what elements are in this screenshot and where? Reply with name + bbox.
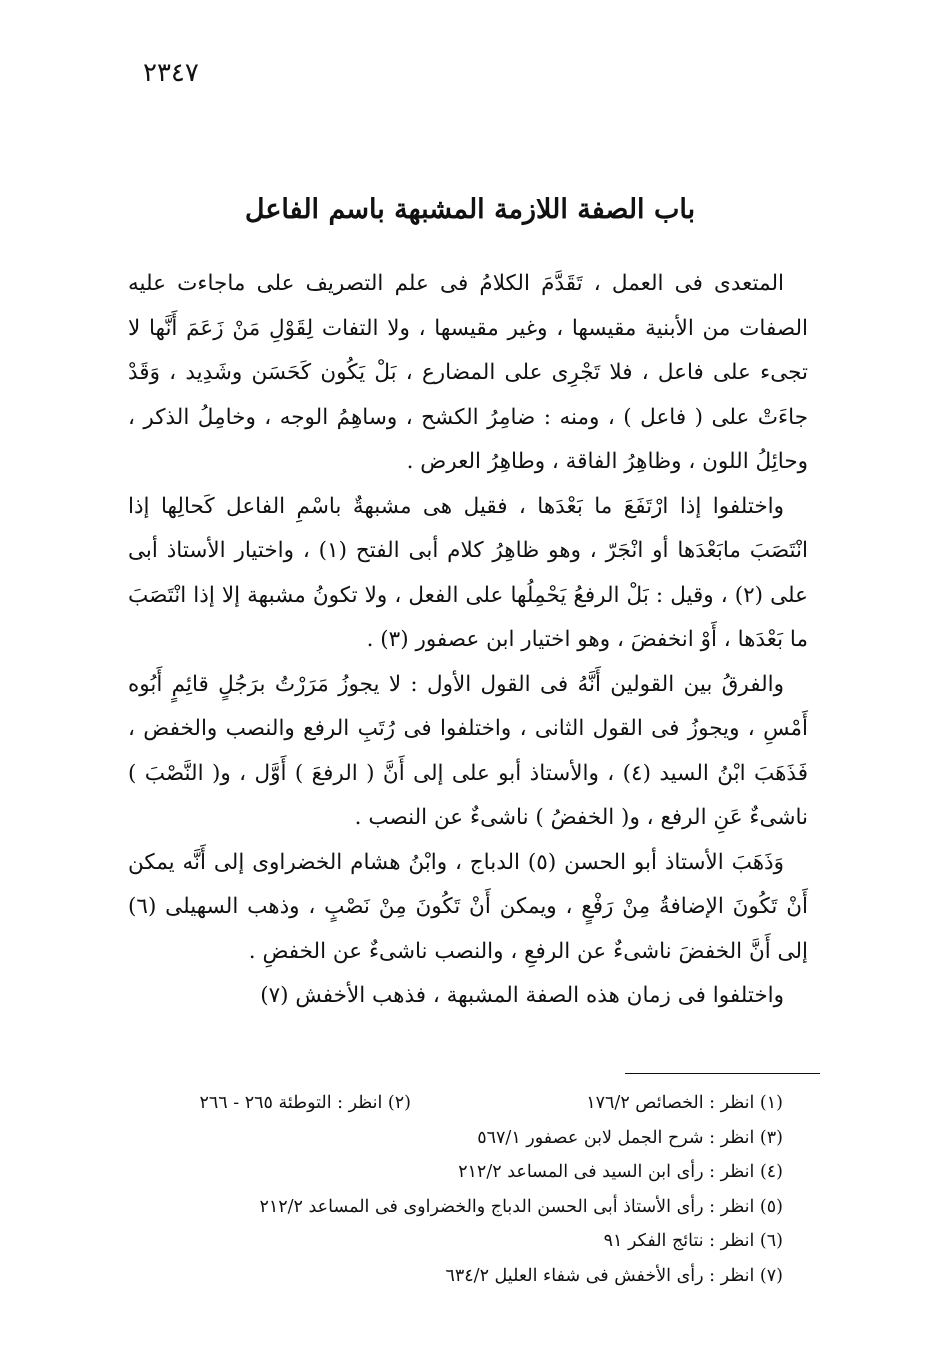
footnote-row — [150, 1155, 783, 1190]
footnote-row — [150, 1190, 783, 1225]
footnote-1: (١) انظر : الخصائص ١٧٦/٢ — [586, 1093, 783, 1113]
chapter-title: باب الصفة اللازمة المشبهة باسم الفاعل — [244, 194, 696, 225]
body-text — [128, 262, 808, 1019]
footnote-5: (٥) انظر : رأى الأستاذ أبى الحسن الدباج والخضراوى فى المساعد ٢١٢/٢ — [259, 1196, 783, 1217]
footnote-row — [150, 1259, 783, 1294]
footnotes — [150, 1086, 783, 1293]
footnote-7: (٧) انظر : رأى الأخفش فى شفاء العليل ٦٣٤/٢ — [445, 1265, 783, 1286]
footnote-row — [150, 1086, 783, 1121]
footnote-row — [150, 1224, 783, 1259]
paragraph-3: والفرقُ بين القولين أَنَّهُ فى القول الأول : لا يجوزُ مَرَرْتُ برَجُلٍ قائِمٍ أَبُوه أَمْسِ ، ويجوزُ فى القول الثانى ، واختلفوا فى رُتَبِ الرفع والنصب والخفض ، فَذَهَبَ ابْنُ السيد (٤) ، والأستاذ أبو على إلى أَنَّ ( الرفعَ ) أَوَّل ، و( النَّصْبَ ) ناشىءٌ عَنِ الرفع ، و( الخفضُ ) ناشىءٌ عن النصب . — [128, 671, 808, 830]
paragraph-5: واختلفوا فى زمان هذه الصفة المشبهة ، فذهب الأخفش (٧) — [260, 983, 784, 1008]
footnote-row — [150, 1121, 783, 1156]
footnote-4: (٤) انظر : رأى ابن السيد فى المساعد ٢١٢/٢ — [458, 1162, 783, 1182]
paragraph-1: المتعدى فى العمل ، تَقَدَّمَ الكلامُ فى علم التصريف على ماجاءت عليه الصفات من الأبنية مقيسها ، وغير مقيسها ، ولا التفات لِقَوْلِ مَنْ زَعَمَ أَنَّها لا تجىء على فاعل ، فلا تَجْرِى على المضارع ، بَلْ يَكُون كَحَسَن وشَدِيد ، وَقَدْ جاءَتْ على ( فاعل ) ، ومنه : ضامِرُ الكشح ، وساهِمُ الوجه ، وخامِلُ الذكر ، وحائِلُ اللون ، وظاهِرُ الفاقة ، وطاهِرُ العرض . — [128, 271, 808, 474]
page-number: ٢٣٤٧ — [143, 58, 199, 88]
footnote-3: (٣) انظر : شرح الجمل لابن عصفور ٥٦٧/١ — [477, 1127, 783, 1148]
footnote-6: (٦) انظر : نتائج الفكر ٩١ — [603, 1231, 783, 1251]
paragraph-2: واختلفوا إذا ارْتَفَعَ ما بَعْدَها ، فقيل هى مشبهةٌ باسْمِ الفاعل كَحالِها إذا انْتَصَبَ مابَعْدَها أو انْجَرّ ، وهو ظاهِرُ كلام أبى الفتح (١) ، واختيار الأستاذ أبى على (٢) ، وقيل : بَلْ الرفعُ يَحْمِلُها على الفعل ، ولا تكونُ مشبهة إلا إذا انْتَصَبَ ما بَعْدَها ، أَوْ انخفضَ ، وهو اختيار ابن عصفور (٣) . — [128, 493, 808, 652]
paragraph-4: وَذَهَبَ الأستاذ أبو الحسن (٥) الدباج ، وابْنُ هشام الخضراوى إلى أَنَّه يمكن أَنْ تَكُونَ الإضافةُ مِنْ رَفْعٍ ، ويمكن أَنْ تَكُونَ مِنْ نَصْبٍ ، وذهب السهيلى (٦) إلى أَنَّ الخفضَ ناشىءٌ عن الرفعِ ، والنصب ناشىءٌ عن الخفضِ . — [128, 849, 808, 964]
footnote-divider — [625, 1073, 820, 1074]
footnote-2: (٢) انظر : التوطئة ٢٦٥ - ٢٦٦ — [199, 1093, 411, 1113]
